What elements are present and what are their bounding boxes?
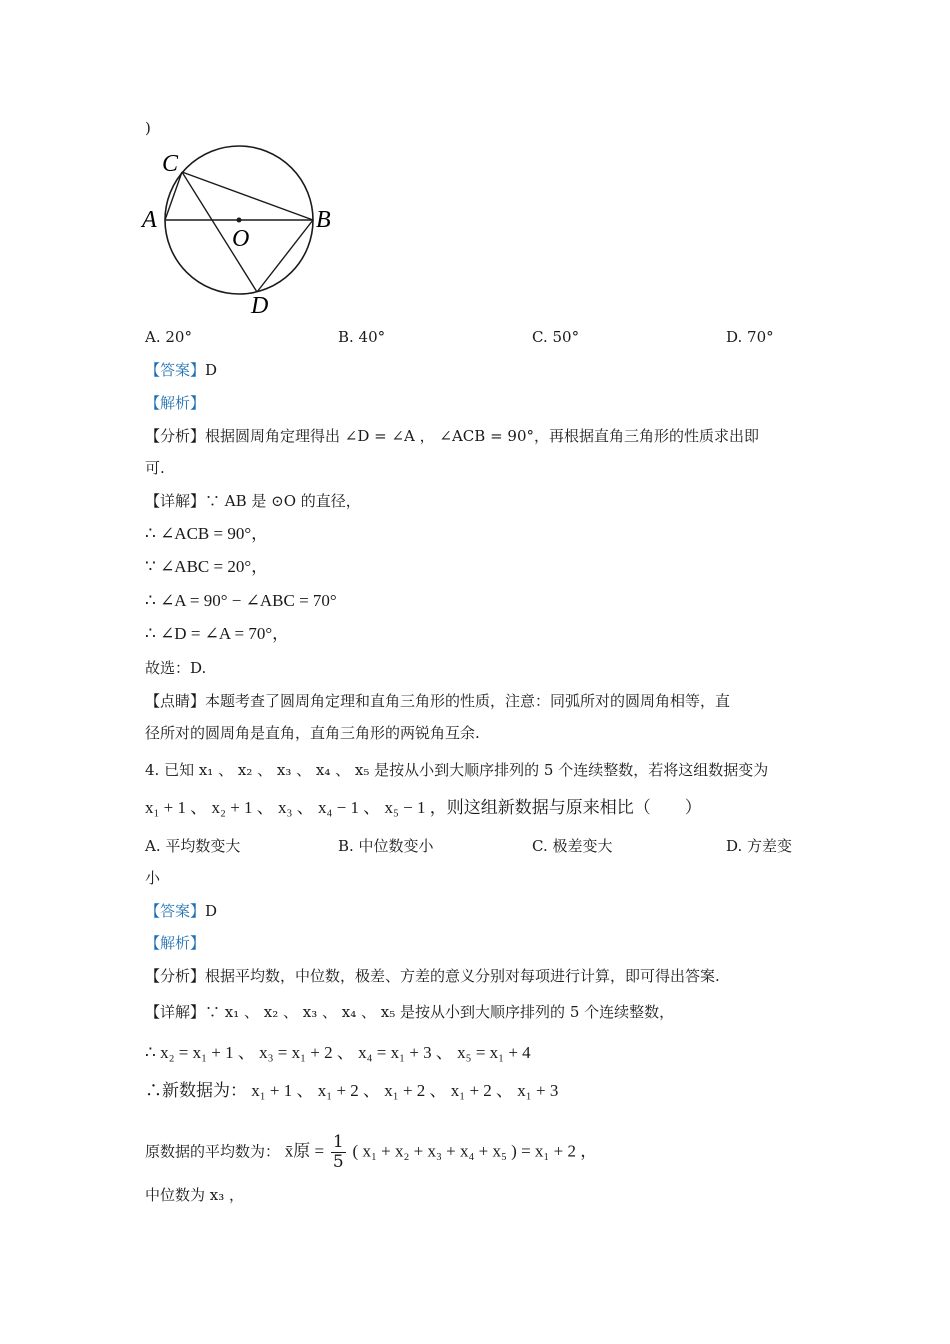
q3-option-c: C. 50° bbox=[532, 328, 580, 346]
label-o: O bbox=[232, 226, 250, 252]
top-paren: ) bbox=[145, 119, 151, 137]
q4-option-d: D. 方差变 bbox=[726, 837, 793, 855]
q3-step-2: ∵ ∠ABC = 20°， bbox=[145, 557, 269, 576]
label-d: D bbox=[251, 293, 269, 319]
answer-tag: 【答案】 bbox=[145, 902, 206, 920]
q4-stem-cont: x₁ + 1 、 x₂ + 1 、 x₃ 、 x₄ − 1 、 x₅ − 1 ，则这组新数据与原来相比（ ） bbox=[145, 798, 702, 817]
q3-analysis-tag: 【解析】 bbox=[145, 394, 206, 412]
label-b: B bbox=[316, 207, 331, 233]
q4-analysis-tag: 【解析】 bbox=[145, 934, 206, 952]
q3-step-4: ∴ ∠D = ∠A = 70°， bbox=[145, 624, 290, 643]
mean-rhs: ( x₁ + x₂ + x₃ + x₄ + x₅ ) = x₁ + 2 ， bbox=[352, 1141, 598, 1161]
q3-option-d: D. 70° bbox=[726, 328, 774, 346]
q3-dianjing-cont: 径所对的圆周角是直角，直角三角形的两锐角互余. bbox=[145, 724, 480, 742]
q3-step-3: ∴ ∠A = 90° − ∠ABC = 70° bbox=[145, 591, 337, 610]
q4-step-1: ∴ x₂ = x₁ + 1 、 x₃ = x₁ + 2 、 x₄ = x₁ + 3 、 x₅ = x₁ + 4 bbox=[145, 1043, 531, 1062]
q4-option-b: B. 中位数变小 bbox=[338, 837, 434, 855]
q4-stem: 4. 已知 x₁ 、 x₂ 、 x₃ 、 x₄ 、 x₅ 是按从小到大顺序排列的 5 个连续整数，若将这组数据变为 bbox=[145, 761, 769, 779]
q4-detail: 【详解】∵ x₁ 、 x₂ 、 x₃ 、 x₄ 、 x₅ 是按从小到大顺序排列的 5 个连续整数， bbox=[145, 1003, 675, 1021]
q3-fenxi: 【分析】根据圆周角定理得出 ∠D = ∠A ， ∠ACB = 90°，再根据直角三角形的性质求出即 bbox=[145, 427, 759, 445]
q3-detail: 【详解】∵ AB 是 ⊙O 的直径， bbox=[145, 492, 361, 510]
q3-answer bbox=[145, 360, 217, 380]
q3-choice: 故选：D. bbox=[145, 659, 207, 677]
q4-option-wrap: 小 bbox=[145, 869, 161, 887]
q4-mean-line bbox=[145, 1133, 597, 1172]
fraction-denominator: 5 bbox=[332, 1152, 344, 1172]
q3-option-a: A. 20° bbox=[145, 328, 192, 346]
q4-fenxi: 【分析】根据平均数，中位数，极差、方差的意义分别对每项进行计算，即可得出答案. bbox=[145, 967, 720, 985]
q4-step-2: ∴新数据为： x₁ + 1 、 x₁ + 2 、 x₁ + 2 、 x₁ + 2 、 x₁ + 3 bbox=[145, 1081, 559, 1100]
q3-option-b: B. 40° bbox=[338, 328, 386, 346]
q4-option-c: C. 极差变大 bbox=[532, 837, 613, 855]
answer-tag: 【答案】 bbox=[145, 361, 206, 379]
q3-fenxi-cont: 可. bbox=[145, 459, 165, 477]
center-dot bbox=[237, 218, 242, 223]
q3-dianjing: 【点睛】本题考查了圆周角定理和直角三角形的性质，注意：同弧所对的圆周角相等，直 bbox=[145, 692, 731, 710]
mean-lhs: x̄原 = bbox=[284, 1141, 325, 1161]
q4-median: 中位数为 x₃ ， bbox=[145, 1186, 245, 1204]
q4-option-a: A. 平均数变大 bbox=[145, 837, 241, 855]
answer-value: D bbox=[205, 361, 218, 379]
label-a: A bbox=[142, 207, 157, 233]
q4-answer bbox=[145, 901, 217, 921]
answer-value: D bbox=[205, 902, 218, 920]
fraction-numerator: 1 bbox=[332, 1132, 344, 1152]
chord-cb bbox=[182, 172, 313, 220]
mean-fraction bbox=[331, 1133, 346, 1172]
label-c: C bbox=[162, 151, 179, 177]
chord-ac bbox=[165, 172, 182, 220]
chord-bd bbox=[257, 220, 313, 292]
q3-step-1: ∴ ∠ACB = 90°， bbox=[145, 524, 269, 543]
circle-figure bbox=[140, 145, 340, 325]
mean-prefix: 原数据的平均数为： bbox=[145, 1142, 281, 1161]
